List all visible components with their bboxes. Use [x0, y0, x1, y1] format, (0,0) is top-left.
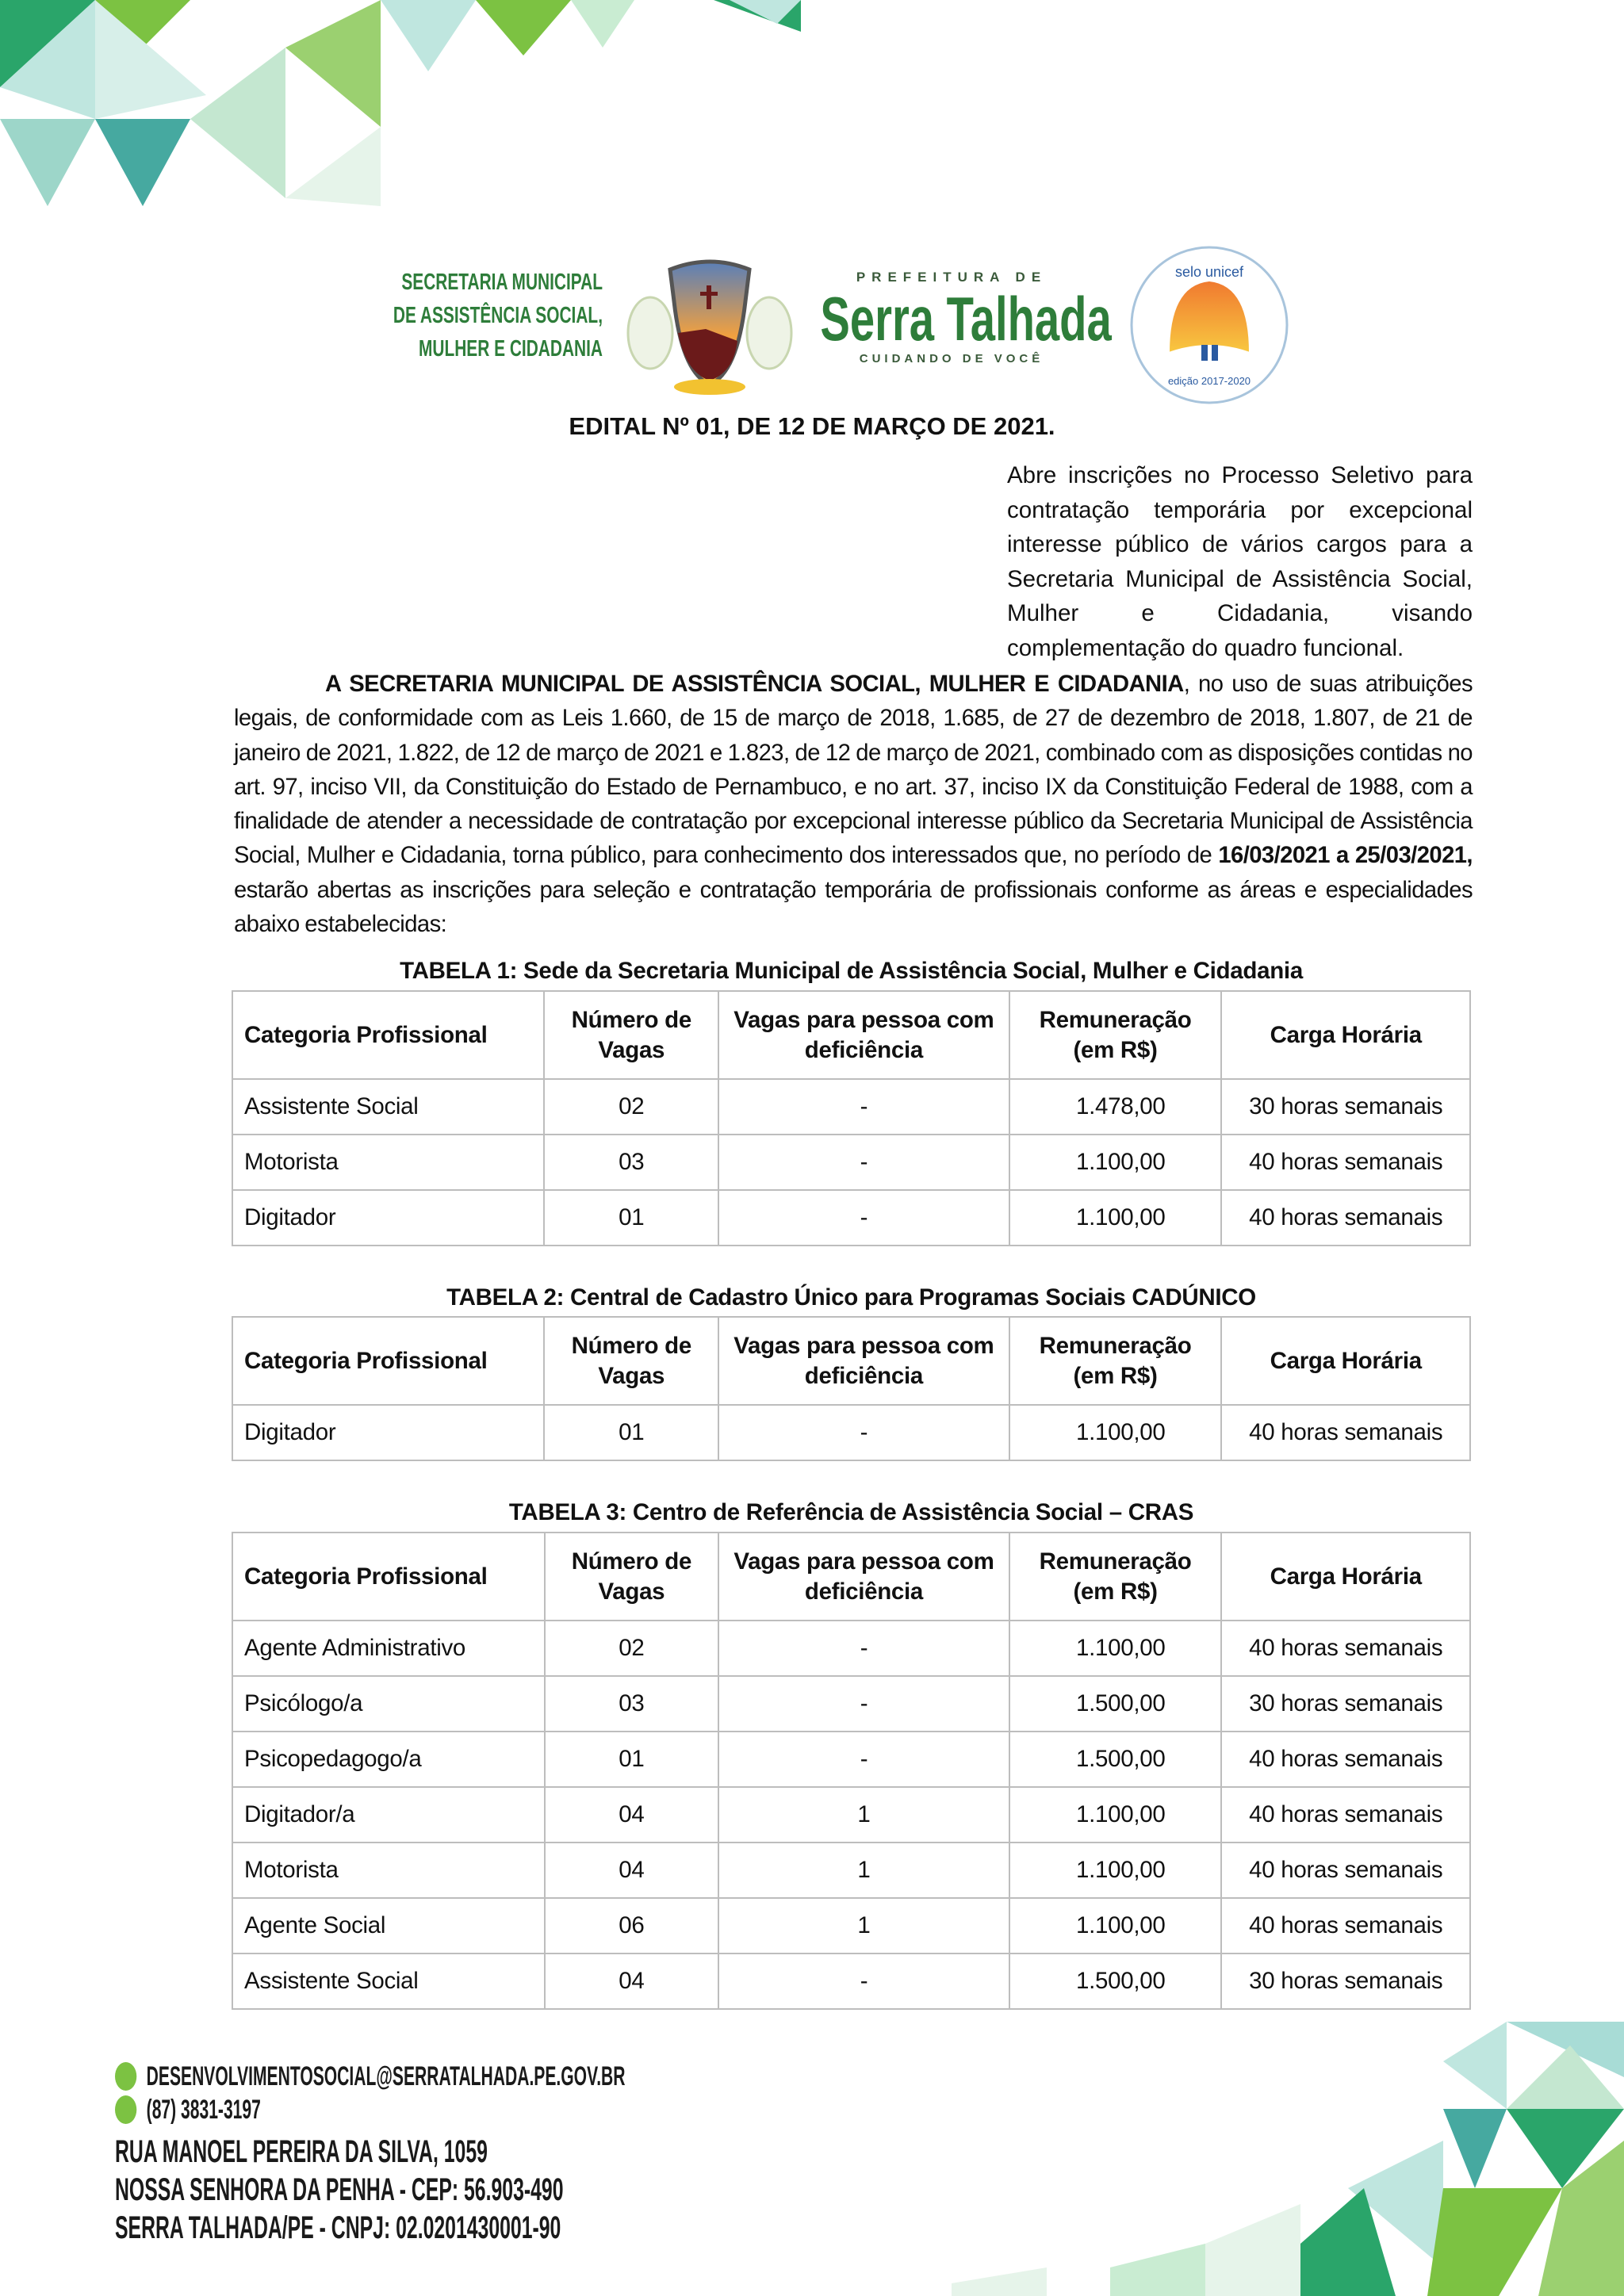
table-row [232, 1787, 1470, 1843]
table-cell: Motorista [232, 1843, 545, 1898]
table-title: TABELA 3: Centro de Referência de Assistência Social – CRAS [508, 1499, 1194, 1525]
table-cell: 03 [544, 1135, 718, 1190]
table-cell: 01 [544, 1405, 718, 1460]
footer-contact [115, 2060, 626, 2247]
column-header: Número de Vagas [545, 1533, 719, 1621]
table-header-row [232, 1533, 1470, 1621]
coat-of-arms-icon [619, 254, 801, 396]
document-body [234, 668, 1473, 942]
column-header: Vagas para pessoa com deficiência [718, 991, 1009, 1079]
header-logos [333, 254, 1316, 388]
table-cell: 1 [718, 1898, 1009, 1954]
table-cell: Digitador [232, 1190, 544, 1246]
secretaria-logo-line: SECRETARIA MUNICIPAL [401, 270, 603, 295]
footer-address: SERRA TALHADA/PE - CNPJ: 02.0201430001-90 [115, 2210, 561, 2245]
column-header: Vagas para pessoa com deficiência [718, 1533, 1009, 1621]
column-header: Categoria Profissional [232, 1317, 544, 1405]
table-cell: 1.100,00 [1009, 1405, 1222, 1460]
table-cell: 30 horas semanais [1221, 1954, 1470, 2009]
table-cell: 40 horas semanais [1221, 1405, 1470, 1460]
table-cell: Psicopedagogo/a [232, 1732, 545, 1787]
body-lead: A SECRETARIA MUNICIPAL DE ASSISTÊNCIA SOCIAL, MULHER E CIDADANIA [325, 672, 1184, 697]
table-cell: 40 horas semanais [1221, 1843, 1470, 1898]
body-text: , no uso de suas atribuições legais, de conformidade com as Leis 1.660, de 15 de março de 2018, 1.685, de 27 de dezembro de 2018, 1.807, de 21 de janeiro de 2021, 1.822, de 12 de março de 2021 e 1.823, de 12 de março de 2021, combinado com as disposições contidas no art. 97, inciso VII, da Constituição do Estado de Pernambuco, e no art. 37, inciso IX da Constituição Federal de 1988, com a finalidade de atender a necessidade de contratação por excepcional interesse público da Secretaria Municipal de Assistência Social, Mulher e Cidadania, torna público, para conhecimento dos interessados que, no período de [234, 672, 1473, 869]
table-cell: - [718, 1079, 1009, 1135]
table-cell: 40 horas semanais [1221, 1787, 1470, 1843]
table-row [232, 1898, 1470, 1954]
table-cell: 1 [718, 1787, 1009, 1843]
prefeitura-label: PREFEITURA DE [856, 270, 1048, 285]
table-cell: Assistente Social [232, 1954, 545, 2009]
body-text: estarão abertas as inscrições para seleção e contratação temporária de profissionais conforme as áreas e especialidades abaixo estabelecidas: [234, 877, 1473, 938]
column-header: Carga Horária [1221, 1533, 1470, 1621]
phone-icon [115, 2095, 136, 2124]
column-header: Carga Horária [1221, 1317, 1470, 1405]
table-cell: Assistente Social [232, 1079, 544, 1135]
footer-address: NOSSA SENHORA DA PENHA - CEP: 56.903-490 [115, 2172, 564, 2207]
table-cell: - [718, 1405, 1009, 1460]
table-row [232, 1732, 1470, 1787]
footer-phone: (87) 3831-3197 [146, 2095, 261, 2125]
selo-text: selo unicef [1174, 264, 1244, 280]
table-cell: - [718, 1676, 1009, 1732]
prefeitura-slogan: CUIDANDO DE VOCÊ [859, 352, 1044, 365]
table-cell: 30 horas semanais [1221, 1079, 1470, 1135]
table-cell: - [718, 1135, 1009, 1190]
table-cell: 01 [545, 1732, 719, 1787]
table-cell: 1.100,00 [1009, 1135, 1222, 1190]
table-cell: 30 horas semanais [1221, 1676, 1470, 1732]
table-cell: 01 [544, 1190, 718, 1246]
prefeitura-name: Serra Talhada [820, 284, 1112, 354]
vacancy-table-3 [232, 1532, 1471, 2010]
table-cell: 40 horas semanais [1221, 1621, 1470, 1676]
column-header: Remuneração (em R$) [1009, 991, 1222, 1079]
table-cell: 1.500,00 [1009, 1732, 1222, 1787]
table-cell: Agente Administrativo [232, 1621, 545, 1676]
table-cell: Psicólogo/a [232, 1676, 545, 1732]
table-cell: 1.100,00 [1009, 1787, 1222, 1843]
table-cell: 06 [545, 1898, 719, 1954]
vacancy-table-1 [232, 990, 1471, 1246]
table-cell: Digitador/a [232, 1787, 545, 1843]
table-cell: 03 [545, 1676, 719, 1732]
selo-edicao: edição 2017-2020 [1167, 375, 1251, 387]
body-dates: 16/03/2021 a 25/03/2021, [1218, 843, 1473, 869]
column-header: Remuneração (em R$) [1009, 1317, 1222, 1405]
table-cell: 1.100,00 [1009, 1190, 1222, 1246]
column-header: Número de Vagas [544, 1317, 718, 1405]
table-row [232, 1079, 1470, 1135]
table-cell: 1.100,00 [1009, 1621, 1222, 1676]
column-header: Categoria Profissional [232, 991, 544, 1079]
table-row [232, 1135, 1470, 1190]
secretaria-logo-line: DE ASSISTÊNCIA SOCIAL, [393, 303, 603, 328]
secretaria-logo [363, 266, 603, 365]
table-cell: - [718, 1954, 1009, 2009]
table-cell: Agente Social [232, 1898, 545, 1954]
table-row [232, 1843, 1470, 1898]
table-cell: - [718, 1732, 1009, 1787]
table-cell: 04 [545, 1843, 719, 1898]
table-row [232, 1954, 1470, 2009]
secretaria-logo-line: MULHER E CIDADANIA [419, 336, 603, 362]
table-cell: 02 [544, 1079, 718, 1135]
column-header: Carga Horária [1221, 991, 1470, 1079]
table-row [232, 1190, 1470, 1246]
table-title: TABELA 2: Central de Cadastro Único para Programas Sociais CADÚNICO [446, 1284, 1256, 1311]
email-icon [115, 2062, 136, 2091]
table-row [232, 1405, 1470, 1460]
table-cell: - [718, 1190, 1009, 1246]
table-cell: - [718, 1621, 1009, 1676]
prefeitura-logo [817, 270, 1112, 365]
table-header-row [232, 991, 1470, 1079]
table-header-row [232, 1317, 1470, 1405]
column-header: Categoria Profissional [232, 1533, 545, 1621]
footer-email: DESENVOLVIMENTOSOCIAL@SERRATALHADA.PE.GOV.BR [146, 2061, 626, 2091]
table-cell: 1.500,00 [1009, 1676, 1222, 1732]
column-header: Número de Vagas [544, 991, 718, 1079]
document-abstract: Abre inscrições no Processo Seletivo para contratação temporária por excepcional interesse público de vários cargos para a Secretaria Municipal de Assistência Social, Mulher e Cidadania, visando complementação do quadro funcional. [1007, 462, 1473, 661]
table-cell: 02 [545, 1621, 719, 1676]
table-cell: 04 [545, 1954, 719, 2009]
document-title: EDITAL Nº 01, DE 12 DE MARÇO DE 2021. [569, 412, 1055, 440]
table-cell: 04 [545, 1787, 719, 1843]
table-cell: 1.100,00 [1009, 1843, 1222, 1898]
vacancy-table-2 [232, 1316, 1471, 1461]
table-cell: 40 horas semanais [1221, 1732, 1470, 1787]
table-cell: Motorista [232, 1135, 544, 1190]
table-cell: Digitador [232, 1405, 544, 1460]
table-cell: 40 horas semanais [1221, 1898, 1470, 1954]
table-title: TABELA 1: Sede da Secretaria Municipal de Assistência Social, Mulher e Cidadania [400, 958, 1303, 984]
selo-unicef-logo [1126, 242, 1293, 412]
table-cell: 1.478,00 [1009, 1079, 1222, 1135]
table-cell: 1.100,00 [1009, 1898, 1222, 1954]
table-cell: 40 horas semanais [1221, 1135, 1470, 1190]
column-header: Vagas para pessoa com deficiência [718, 1317, 1009, 1405]
table-cell: 40 horas semanais [1221, 1190, 1470, 1246]
table-cell: 1.500,00 [1009, 1954, 1222, 2009]
table-row [232, 1621, 1470, 1676]
table-row [232, 1676, 1470, 1732]
footer-address: RUA MANOEL PEREIRA DA SILVA, 1059 [115, 2134, 488, 2169]
table-cell: 1 [718, 1843, 1009, 1898]
column-header: Remuneração (em R$) [1009, 1533, 1222, 1621]
